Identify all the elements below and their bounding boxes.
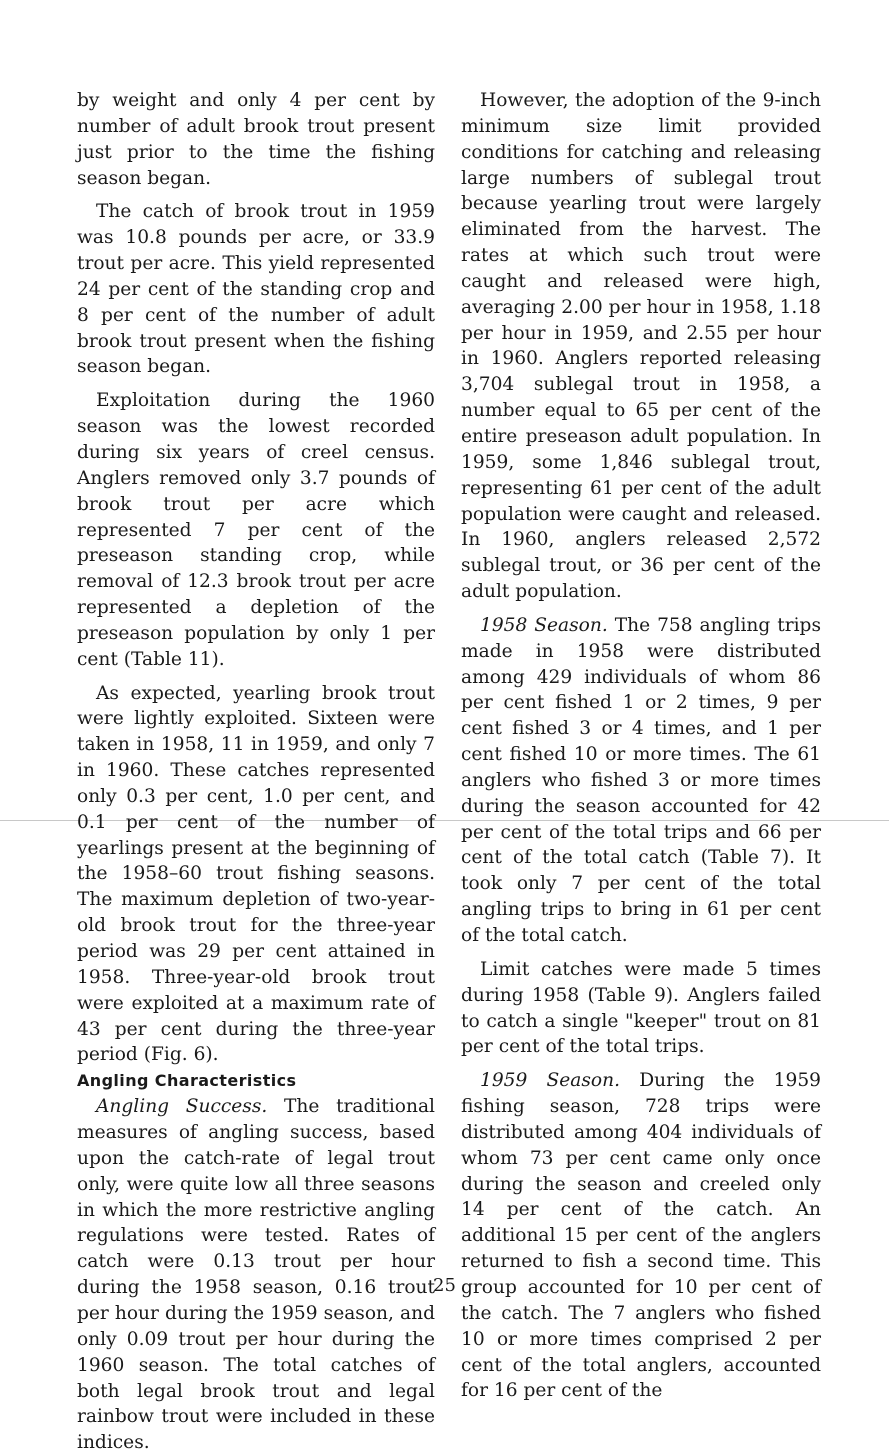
page-number: 25 bbox=[433, 1275, 456, 1296]
season-1959-lead: 1959 Season. bbox=[480, 1070, 620, 1092]
right-column bbox=[461, 88, 821, 1404]
season-1959-text: During the 1959 fishing season, 728 trips were distributed among 404 individuals of whom 73 per cent came only once during the season and creeled only 14 per cent of the catch. An additional 15 per cent of the anglers returned to fish a second time. This group accounted for 10 per cent of the catch. The 7 anglers who fished 10 or more times comprised 2 per cent of the total anglers, accounted for 16 per cent of the bbox=[461, 1070, 821, 1402]
right-paragraph-4 bbox=[461, 1068, 821, 1404]
left-paragraph-4: As expected, yearling brook trout were lightly exploited. Sixteen were taken in 1958, 11 in 1959, and only 7 in 1960. These catches represented only 0.3 per cent, 1.0 per cent, and 0.1 per cent of the number of yearlings present at the beginning of the 1958–60 trout fishing seasons. The maximum depletion of two-year-old brook trout for the three-year period was 29 per cent attained in 1958. Three-year-old brook trout were exploited at a maximum rate of 43 per cent during the three-year period (Fig. 6). bbox=[77, 682, 435, 1066]
right-paragraph-2 bbox=[461, 613, 821, 949]
left-paragraph-3: Exploitation during the 1960 season was the lowest recorded during six years of creel census. Anglers removed only 3.7 pounds of brook trout per acre which represented 7 per cent of the preseason standing crop, while removal of 12.3 brook trout per acre represented a depletion of the preseason population by only 1 per cent (Table 11). bbox=[77, 390, 435, 670]
section-heading: Angling Characteristics bbox=[77, 1071, 297, 1091]
left-column bbox=[77, 88, 435, 1456]
right-paragraph-3: Limit catches were made 5 times during 1958 (Table 9). Anglers failed to catch a single "keeper" trout on 81 per cent of the total trips. bbox=[461, 958, 821, 1058]
angling-success-lead: Angling Success. bbox=[96, 1096, 268, 1118]
season-1958-lead: 1958 Season. bbox=[480, 614, 608, 636]
right-paragraph-1: However, the adoption of the 9-inch minimum size limit provided conditions for catching and releasing large numbers of sublegal trout because yearling trout were largely eliminated from the harvest. The rates at which such trout were caught and released were high, averaging 2.00 per hour in 1958, 1.18 per hour in 1959, and 2.55 per hour in 1960. Anglers reported releasing 3,704 sublegal trout in 1958, a number equal to 65 per cent of the entire preseason adult population. In 1959, some 1,846 sublegal trout, representing 61 per cent of the adult population were caught and released. In 1960, anglers released 2,572 sublegal trout, or 36 per cent of the adult population. bbox=[461, 90, 821, 603]
season-1958-text: The 758 angling trips made in 1958 were distributed among 429 individuals of whom 86 per cent fished 1 or 2 times, 9 per cent fished 3 or 4 times, and 1 per cent fished 10 or more times. The 61 anglers who fished 3 or more times during the season accounted for 42 per cent of the total trips and 66 per cent of the total catch (Table 7). It took only 7 per cent of the total angling trips to bring in 61 per cent of the total catch. bbox=[461, 614, 821, 946]
angling-success-text: The traditional measures of angling success, based upon the catch-rate of legal trout only, were quite low all three seasons in which the more restrictive angling regulations were tested. Rates of catch were 0.13 trout per hour during the 1958 season, 0.16 trout per hour during the 1959 season, and only 0.09 trout per hour during the 1960 season. The total catches of both legal brook trout and legal rainbow trout were included in these indices. bbox=[77, 1096, 435, 1454]
left-paragraph-1: by weight and only 4 per cent by number of adult brook trout present just prior to the time the fishing season began. bbox=[77, 90, 435, 189]
left-paragraph-2: The catch of brook trout in 1959 was 10.8 pounds per acre, or 33.9 trout per acre. This yield represented 24 per cent of the standing crop and 8 per cent of the number of adult brook trout present when the fishing season began. bbox=[77, 201, 435, 378]
